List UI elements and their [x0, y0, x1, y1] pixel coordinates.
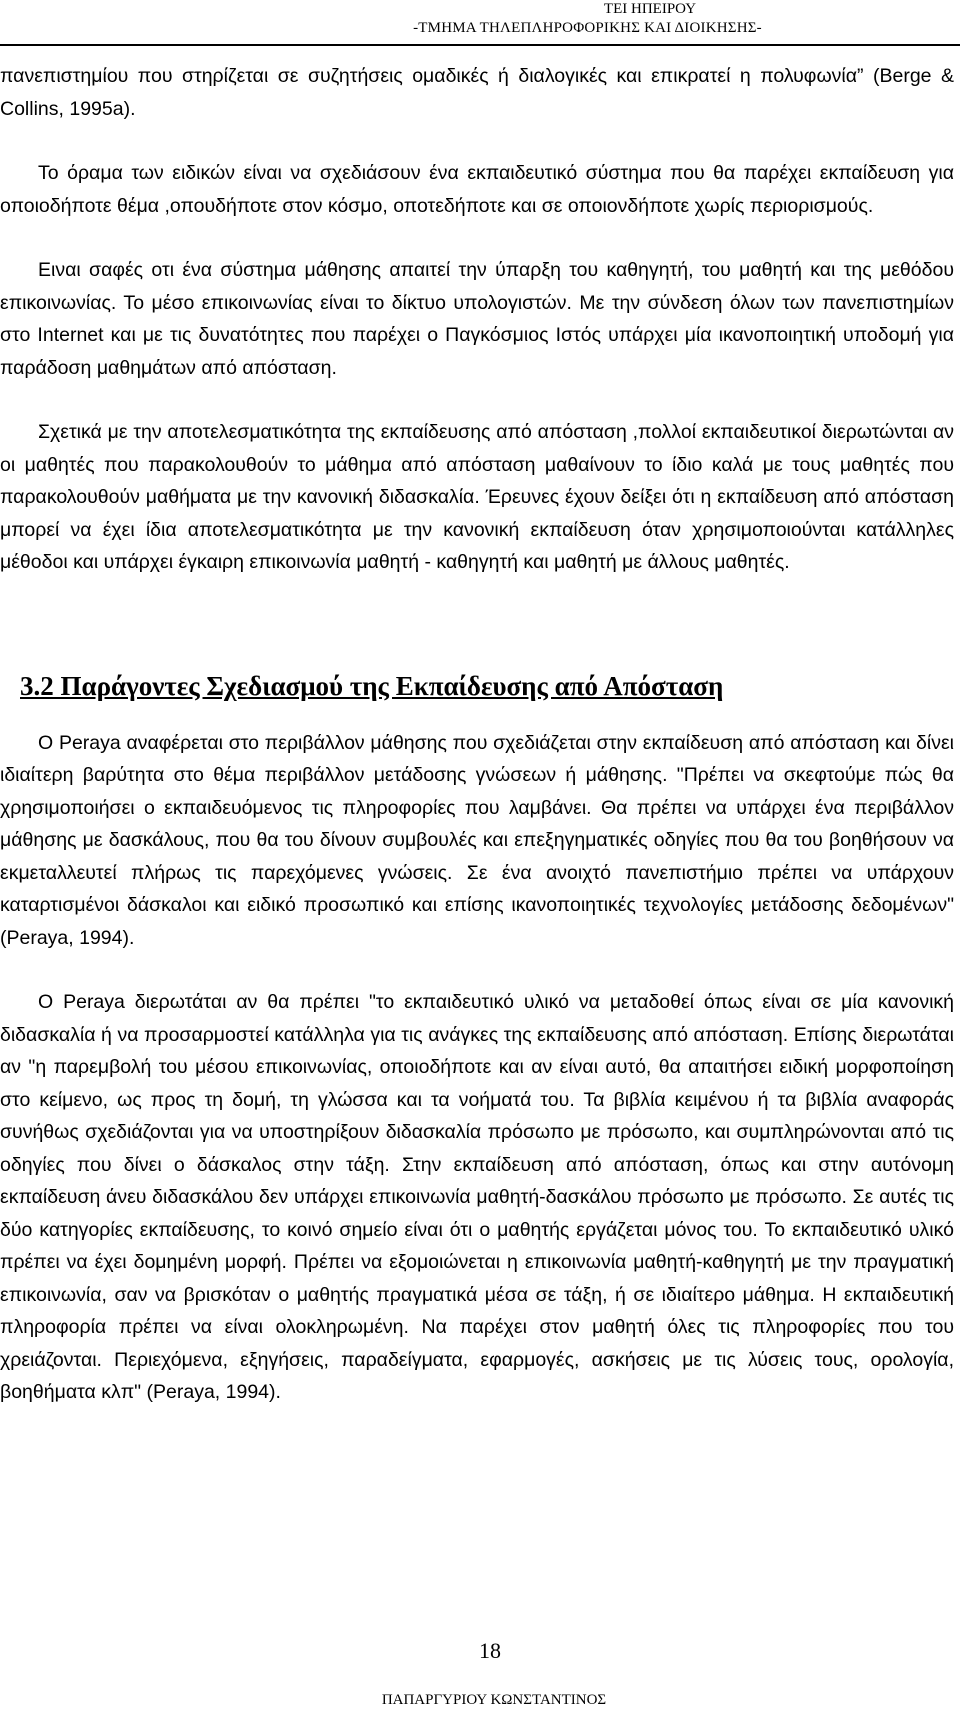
header-institution: ΤΕΙ ΗΠΕΙΡΟΥ — [603, 1, 697, 17]
paragraph: Σχετικά με την αποτελεσματικότητα της εκπαίδευσης από απόσταση ,πολλοί εκπαιδευτικοί διερωτώνται αν οι μαθητές που παρακολουθούν το μάθημα από απόσταση μαθαίνουν το ίδιο καλά με τους μαθητές που παρακολουθούν μαθήματα με την κανονική διδασκαλία. Έρευνες έχουν δείξει ότι η εκπαίδευση από απόσταση μπορεί να έχει ίδια αποτελεσματικότητα με την κανονική εκπαίδευση όταν χρησιμοποιούνται κατάλληλες μέθοδοι και υπάρχει έγκαιρη επικοινωνία μαθητή - καθηγητή και μαθητή με άλλους μαθητές. — [0, 421, 954, 573]
paragraph: Ο Peraya αναφέρεται στο περιβάλλον μάθησης που σχεδιάζεται στην εκπαίδευση από απόσταση και δίνει ιδιαίτερη βαρύτητα στο θέμα περιβάλλον μετάδοσης γνώσεων ή μάθησης. "Πρέπει να σκεφτούμε πώς θα χρησιμοποιήσει ο εκπαιδευόμενος τις πληροφορίες που λαμβάνει. Θα πρέπει να υπάρχει ένα περιβάλλον μάθησης με δασκάλους, που θα του δίνουν συμβουλές και επεξηγηματικές οδηγίες που θα του βοηθήσουν να εκμεταλλευτεί πλήρως τις παρεχόμενες γνώσεις. Σε ένα ανοιχτό πανεπιστήμιο πρέπει να υπάρχουν καταρτισμένοι δάσκαλοι και ειδικό προσωπικό και επίσης ικανοποιητικές τεχνολογίες μετάδοσης δεδομένων" (Peraya, 1994). — [0, 731, 954, 949]
section-heading: 3.2 Παράγοντες Σχεδιασμού της Εκπαίδευσης από Απόσταση — [20, 670, 724, 701]
paragraph: Το όραμα των ειδικών είναι να σχεδιάσουν ένα εκπαιδευτικό σύστημα που θα παρέχει εκπαίδευση για οποιοδήποτε θέμα ,οπουδήποτε στον κόσμο, οποτεδήποτε και σε οποιονδήποτε χωρίς περιορισμούς. — [0, 162, 954, 217]
header-rule — [0, 44, 960, 46]
paragraph: Ειναι σαφές οτι ένα σύστημα μάθησης απαιτεί την ύπαρξη του καθηγητή, του μαθητή και της μεθόδου επικοινωνίας. Το μέσο επικοινωνίας είναι το δίκτυο υπολογιστών. Με την σύνδεση όλων των πανεπιστημίων στο Internet και με τις δυνατότητες που παρέχει ο Παγκόσμιος Ιστός υπάρχει μία ικανοποιητική υποδομή για παράδοση μαθημάτων από απόσταση. — [0, 259, 954, 379]
paragraph-continuation: πανεπιστημίου που στηρίζεται σε συζητήσεις ομαδικές ή διαλογικές και επικρατεί η πολυφωνία” (Berge & Collins, 1995a). — [0, 65, 954, 120]
paragraph: Ο Peraya διερωτάται αν θα πρέπει "το εκπαιδευτικό υλικό να μεταδοθεί όπως είναι σε μία κανονική διδασκαλία ή να προσαρμοστεί κατάλληλα για τις ανάγκες της εκπαίδευσης από απόσταση. Επίσης διερωτάται αν "η παρεμβολή του μέσου επικοινωνίας, οποιοδήποτε και αν είναι αυτό, θα απαιτήσει ειδική μορφοποίηση στο κείμενο, ως προς τη δομή, τη γλώσσα και τα νοήματά του. Τα βιβλία κειμένου ή τα βιβλία αναφοράς συνήθως σχεδιάζονται για να υποστηρίξουν διδασκαλία πρόσωπο με πρόσωπο, και συμπληρώνονται από τις οδηγίες που δίνει ο δάσκαλος στην τάξη. Στην εκπαίδευση από απόσταση, όπως και στην αυτόνομη εκπαίδευση άνευ διδασκάλου δεν υπάρχει επικοινωνία μαθητή-δασκάλου πρόσωπο με πρόσωπο. Σε αυτές τις δύο κατηγορίες εκπαίδευσης, το κοινό σημείο είναι ότι ο μαθητής εργάζεται μόνος του. Το εκπαιδευτικό υλικό πρέπει να έχει δομημένη μορφή. Πρέπει να εξομοιώνεται η επικοινωνία μαθητή-καθηγητή με την πραγματική επικοινωνία, σαν να βρισκόταν ο μαθητής πραγματικά μέσα σε τάξη, ή σε ιδιαίτερο μάθημα. Η εκπαιδευτική πληροφορία πρέπει να είναι ολοκληρωμένη. Να παρέχει στον μαθητή όλες τις πληροφορίες που του χρειάζονται. Περιεχόμενα, εξηγήσεις, παραδείγματα, εφαρμογές, ασκήσεις με τις λύσεις τους, ορολογία, βοηθήματα κλπ" (Peraya, 1994). — [0, 991, 954, 1403]
page-number: 18 — [479, 1638, 501, 1663]
page-header — [0, 0, 960, 44]
header-department: -ΤΜΗΜΑ ΤΗΛΕΠΛΗΡΟΦΟΡΙΚΗΣ ΚΑΙ ΔΙΟΙΚΗΣΗΣ- — [413, 20, 762, 36]
footer-author: ΠΑΠΑΡΓΥΡΙΟΥ ΚΩΝΣΤΑΝΤΙΝΟΣ — [381, 1692, 607, 1708]
page-body — [0, 60, 954, 1441]
